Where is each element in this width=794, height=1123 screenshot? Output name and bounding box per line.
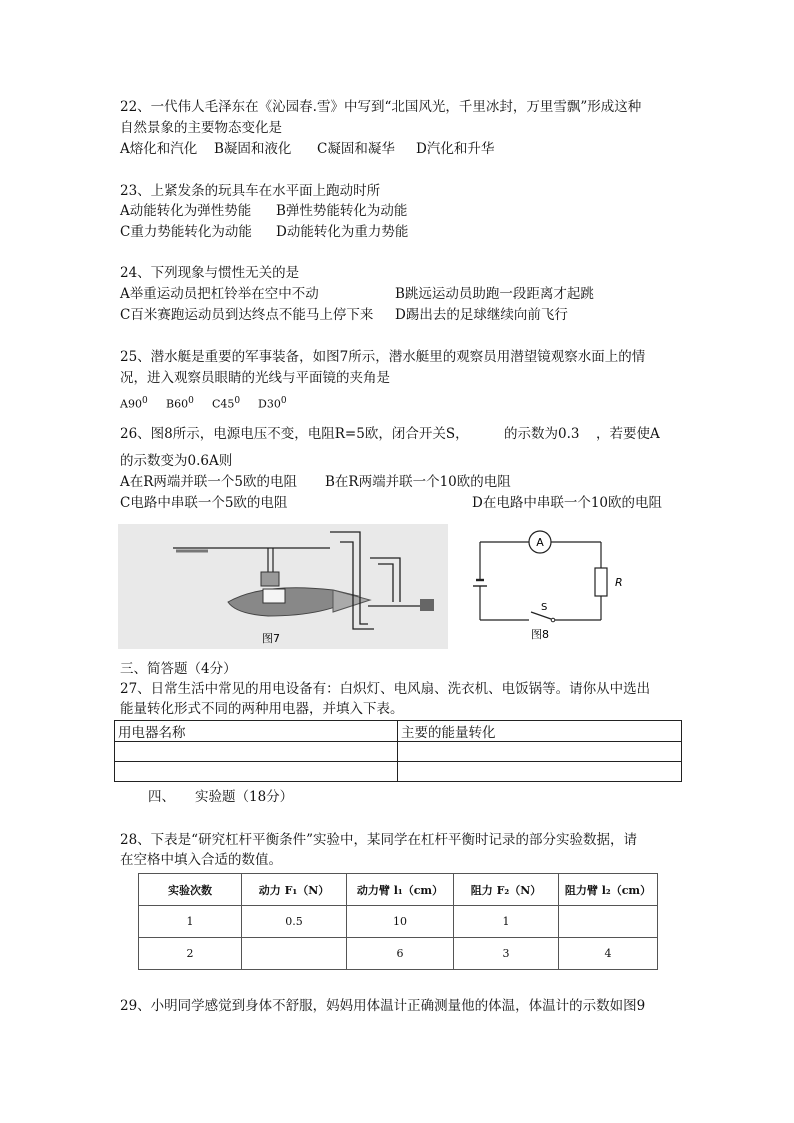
cell: 4	[559, 938, 658, 970]
switch-symbol	[531, 612, 551, 619]
ammeter-label: A	[536, 536, 544, 549]
q25-stem-line2: 况，进入观察员眼睛的光线与平面镜的夹角是	[120, 370, 390, 386]
figure-8-caption: 图8	[531, 628, 549, 641]
appliance-table	[114, 720, 682, 782]
cell: 10	[347, 906, 454, 938]
cell: 2	[139, 938, 242, 970]
col-trial-header: 实验次数	[139, 874, 242, 906]
blank-cell[interactable]	[242, 938, 347, 970]
q22-stem-line2: 自然景象的主要物态变化是	[120, 120, 282, 136]
section-4-title: 实验题（18分）	[195, 789, 294, 805]
q26-stem-tail: ，若要使A	[596, 426, 660, 442]
section-4-number: 四、	[148, 789, 175, 805]
figure-8-circuit	[465, 524, 635, 649]
q24-option-d: D踢出去的足球继续向前飞行	[395, 307, 568, 323]
q22-option-a: A熔化和汽化	[120, 141, 198, 157]
conversion-cell[interactable]	[398, 742, 682, 762]
section-3-title: 三、简答题（4分）	[120, 661, 237, 677]
q23-option-a: A动能转化为弹性势能	[120, 203, 252, 219]
cell: 6	[347, 938, 454, 970]
q25-stem-line1: 25、潜水艇是重要的军事装备，如图7所示，潜水艇里的观察员用潜望镜观察水面上的情	[120, 349, 646, 365]
q26-option-d: D在电路中串联一个10欧的电阻	[472, 495, 663, 511]
q29-stem: 29、小明同学感觉到身体不舒服，妈妈用体温计正确测量他的体温，体温计的示数如图9	[120, 998, 646, 1014]
q26-stem-line1: 26、图8所示，电源电压不变，电阻R=5欧，闭合开关S，	[120, 426, 469, 442]
q25-option-d: $D30^0$	[258, 396, 287, 411]
q23-option-d: D动能转化为重力势能	[276, 224, 409, 240]
q26-option-a: A在R两端并联一个5欧的电阻	[120, 474, 298, 490]
cell: 1	[139, 906, 242, 938]
cell: 1	[454, 906, 559, 938]
q24-option-c: C百米赛跑运动员到达终点不能马上停下来	[120, 307, 374, 323]
q25-option-b: $B60^0$	[166, 396, 194, 411]
figure-7-caption: 图7	[262, 632, 280, 645]
q28-stem-line2: 在空格中填入合适的数值。	[120, 852, 282, 868]
q24-option-b: B跳远运动员助跑一段距离才起跳	[395, 286, 594, 302]
q22-option-b: B凝固和液化	[214, 141, 292, 157]
cell: 3	[454, 938, 559, 970]
q28-stem-line1: 28、下表是“研究杠杆平衡条件”实验中，某同学在杠杆平衡时记录的部分实验数据，请	[120, 832, 637, 848]
col-load-arm-header: 阻力臂 l₂（cm）	[559, 874, 658, 906]
figure-7-submarine	[118, 524, 448, 649]
q26-option-b: B在R两端并联一个10欧的电阻	[325, 474, 511, 490]
q24-stem: 24、下列现象与惯性无关的是	[120, 265, 300, 281]
q27-stem-line2: 能量转化形式不同的两种用电器，并填入下表。	[120, 701, 404, 717]
q25-option-c: $C45^0$	[212, 396, 241, 411]
col-effort-arm-header: 动力臂 l₁（cm）	[347, 874, 454, 906]
q23-option-c: C重力势能转化为动能	[120, 224, 252, 240]
blank-cell[interactable]	[559, 906, 658, 938]
col-effort-header: 动力 F₁（N）	[242, 874, 347, 906]
appliance-name-header: 用电器名称	[115, 721, 398, 742]
q26-stem-reading: 的示数为0.3	[504, 426, 580, 442]
q27-stem-line1: 27、日常生活中常见的用电设备有：白炽灯、电风扇、洗衣机、电饭锅等。请你从中选出	[120, 681, 651, 697]
lever-data-table	[138, 873, 658, 970]
appliance-cell[interactable]	[115, 762, 398, 782]
q23-option-b: B弹性势能转化为动能	[276, 203, 408, 219]
q26-option-c: C电路中串联一个5欧的电阻	[120, 495, 288, 511]
q22-stem-line1: 22、一代伟人毛泽东在《沁园春.雪》中写到“北国风光，千里冰封，万里雪飘”形成这种	[120, 99, 642, 115]
col-load-header: 阻力 F₂（N）	[454, 874, 559, 906]
q26-stem-line2: 的示数变为0.6A则	[120, 453, 233, 469]
q23-stem: 23、上紧发条的玩具车在水平面上跑动时所	[120, 183, 381, 199]
resistor-symbol	[595, 568, 607, 596]
conversion-cell[interactable]	[398, 762, 682, 782]
energy-conversion-header: 主要的能量转化	[398, 721, 682, 742]
appliance-cell[interactable]	[115, 742, 398, 762]
q24-option-a: A举重运动员把杠铃举在空中不动	[120, 286, 319, 302]
cell: 0.5	[242, 906, 347, 938]
q25-option-a: $A90^0$	[120, 396, 148, 411]
table-row	[139, 938, 658, 970]
table-row	[139, 906, 658, 938]
resistor-label: R	[615, 576, 623, 589]
q22-option-d: D汽化和升华	[416, 141, 495, 157]
switch-label: S	[541, 602, 548, 613]
q22-option-c: C凝固和凝华	[317, 141, 395, 157]
